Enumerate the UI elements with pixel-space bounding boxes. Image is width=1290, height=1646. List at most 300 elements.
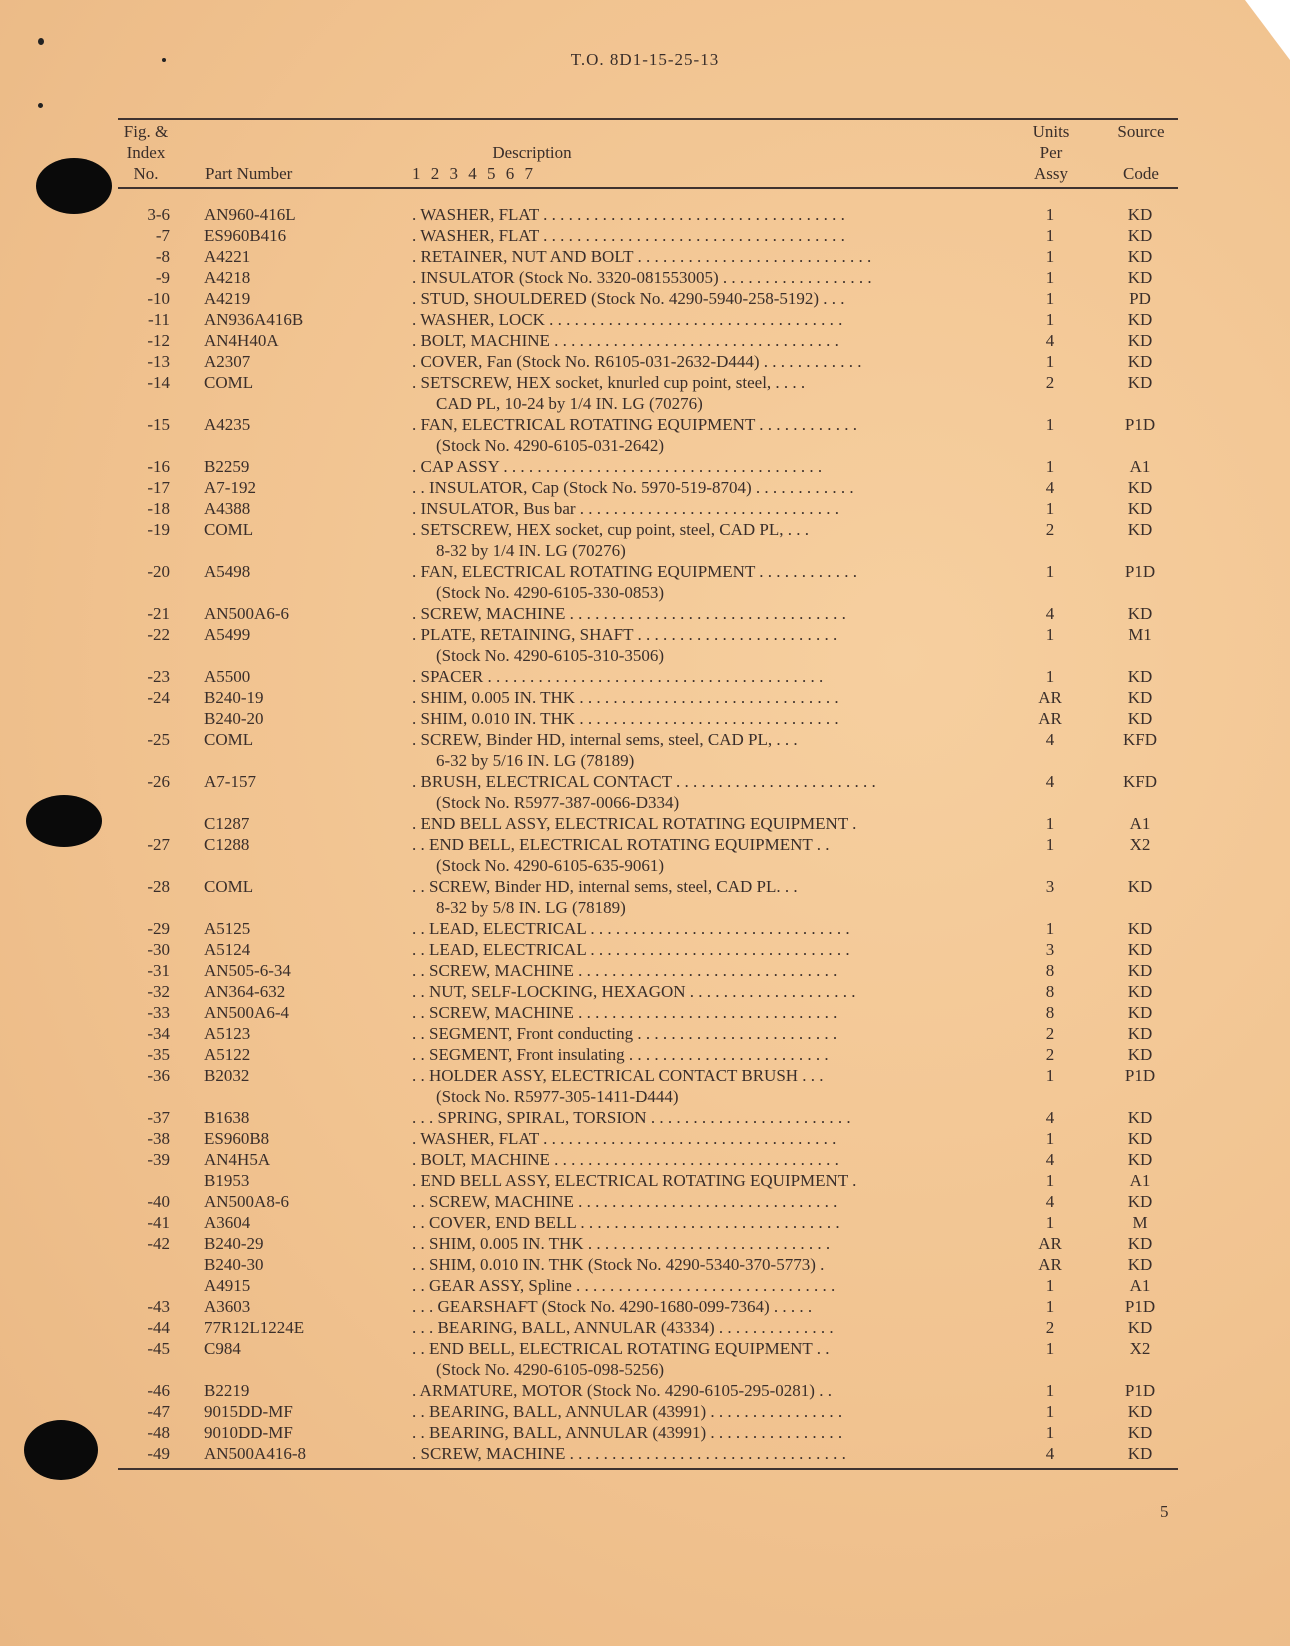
fig-index-cell: -25 bbox=[147, 730, 170, 749]
table-row bbox=[0, 1402, 1290, 1423]
units-per-assy-cell: 1 bbox=[1045, 562, 1055, 581]
part-number-cell: AN500A8-6 bbox=[204, 1192, 289, 1211]
table-row bbox=[0, 520, 1290, 541]
table-row bbox=[0, 814, 1290, 835]
source-code-cell: KD bbox=[1127, 1024, 1153, 1043]
part-number-cell: A3603 bbox=[204, 1297, 251, 1316]
source-code-cell: PD bbox=[1129, 289, 1151, 308]
description-cell: . FAN, ELECTRICAL ROTATING EQUIPMENT . . . . . . . . . . . . bbox=[412, 562, 858, 581]
source-code-cell: KD bbox=[1127, 247, 1153, 266]
part-number-cell: A5123 bbox=[204, 1024, 251, 1043]
part-number-cell: AN500A416-8 bbox=[204, 1444, 306, 1463]
part-number-cell: 9010DD-MF bbox=[204, 1423, 293, 1442]
description-cell: . WASHER, FLAT . . . . . . . . . . . . . . . . . . . . . . . . . . . . . . . . . . . bbox=[412, 1129, 837, 1148]
description-cell: . . COVER, END BELL . . . . . . . . . . . . . . . . . . . . . . . . . . . . . . . bbox=[412, 1213, 840, 1232]
table-row bbox=[0, 1318, 1290, 1339]
page-number: 5 bbox=[1160, 1502, 1169, 1521]
part-number-cell: A4221 bbox=[204, 247, 251, 266]
units-per-assy-cell: 1 bbox=[1045, 1339, 1055, 1358]
part-number-cell: B1638 bbox=[204, 1108, 250, 1127]
fig-index-cell: -15 bbox=[147, 415, 170, 434]
source-code-cell: P1D bbox=[1124, 562, 1156, 581]
source-code-cell: KD bbox=[1127, 1129, 1153, 1148]
source-code-cell: KD bbox=[1127, 1003, 1153, 1022]
source-code-cell: KD bbox=[1127, 373, 1153, 392]
description-cell: . PLATE, RETAINING, SHAFT . . . . . . . . . . . . . . . . . . . . . . . . bbox=[412, 625, 838, 644]
units-per-assy-cell: 2 bbox=[1045, 520, 1055, 539]
part-number-cell: COML bbox=[204, 730, 254, 749]
fig-index-cell: -36 bbox=[147, 1066, 170, 1085]
description-continuation: (Stock No. 4290-6105-098-5256) bbox=[436, 1360, 665, 1379]
source-code-cell: KD bbox=[1127, 1255, 1153, 1274]
part-number-cell: B240-30 bbox=[204, 1255, 264, 1274]
units-per-assy-cell: 1 bbox=[1045, 1129, 1055, 1148]
part-number-cell: A5500 bbox=[204, 667, 251, 686]
table-row bbox=[0, 1297, 1290, 1318]
fig-index-cell: -19 bbox=[147, 520, 170, 539]
part-number-cell: A5499 bbox=[204, 625, 251, 644]
units-per-assy-cell: 4 bbox=[1045, 1444, 1055, 1463]
part-number-cell: B240-29 bbox=[204, 1234, 264, 1253]
description-cell: . RETAINER, NUT AND BOLT . . . . . . . . . . . . . . . . . . . . . . . . . . . . bbox=[412, 247, 872, 266]
table-row bbox=[0, 1423, 1290, 1444]
table-row-continuation bbox=[0, 793, 1290, 814]
part-number-cell: C1288 bbox=[204, 835, 250, 854]
table-row bbox=[0, 982, 1290, 1003]
part-number-cell: COML bbox=[204, 520, 254, 539]
units-per-assy-cell: 1 bbox=[1045, 289, 1055, 308]
part-number-cell: B240-20 bbox=[204, 709, 264, 728]
table-row bbox=[0, 1171, 1290, 1192]
description-cell: . . SCREW, MACHINE . . . . . . . . . . . . . . . . . . . . . . . . . . . . . . . bbox=[412, 1192, 838, 1211]
table-row-continuation bbox=[0, 898, 1290, 919]
fig-index-cell: -16 bbox=[147, 457, 170, 476]
fig-index-cell: -33 bbox=[147, 1003, 170, 1022]
units-per-assy-cell: 1 bbox=[1045, 1171, 1055, 1190]
source-code-cell: KD bbox=[1127, 1108, 1153, 1127]
source-code-cell: P1D bbox=[1124, 1381, 1156, 1400]
table-row bbox=[0, 1213, 1290, 1234]
units-per-assy-cell: 4 bbox=[1045, 1150, 1055, 1169]
description-continuation: (Stock No. R5977-387-0066-D334) bbox=[436, 793, 680, 812]
description-cell: . SETSCREW, HEX socket, knurled cup point, steel, . . . . bbox=[412, 373, 806, 392]
table-row bbox=[0, 1045, 1290, 1066]
units-per-assy-cell: 8 bbox=[1045, 1003, 1055, 1022]
units-per-assy-cell: 2 bbox=[1045, 1318, 1055, 1337]
table-row-continuation bbox=[0, 583, 1290, 604]
part-number-cell: 9015DD-MF bbox=[204, 1402, 293, 1421]
header-part-number: Part Number bbox=[205, 164, 293, 183]
description-cell: . . LEAD, ELECTRICAL . . . . . . . . . . . . . . . . . . . . . . . . . . . . . . . bbox=[412, 940, 850, 959]
fig-index-cell: -23 bbox=[147, 667, 170, 686]
description-cell: . WASHER, FLAT . . . . . . . . . . . . . . . . . . . . . . . . . . . . . . . . . . . . bbox=[412, 205, 845, 224]
part-number-cell: B2219 bbox=[204, 1381, 250, 1400]
description-cell: . BOLT, MACHINE . . . . . . . . . . . . . . . . . . . . . . . . . . . . . . . . . . bbox=[412, 1150, 839, 1169]
table-row bbox=[0, 310, 1290, 331]
units-per-assy-cell: 2 bbox=[1045, 1045, 1055, 1064]
table-row bbox=[0, 667, 1290, 688]
description-cell: . . INSULATOR, Cap (Stock No. 5970-519-8704) . . . . . . . . . . . . bbox=[412, 478, 854, 497]
fig-index-cell: 3-6 bbox=[147, 205, 170, 224]
description-continuation: (Stock No. R5977-305-1411-D444) bbox=[436, 1087, 679, 1106]
table-row-continuation bbox=[0, 541, 1290, 562]
description-cell: . FAN, ELECTRICAL ROTATING EQUIPMENT . . . . . . . . . . . . bbox=[412, 415, 858, 434]
table-row bbox=[0, 1108, 1290, 1129]
units-per-assy-cell: 1 bbox=[1045, 457, 1055, 476]
description-cell: . SETSCREW, HEX socket, cup point, steel, CAD PL, . . . bbox=[412, 520, 809, 539]
source-code-cell: KFD bbox=[1122, 772, 1157, 791]
table-row bbox=[0, 415, 1290, 436]
fig-index-cell: -8 bbox=[155, 247, 170, 266]
source-code-cell: KD bbox=[1127, 205, 1153, 224]
table-row bbox=[0, 457, 1290, 478]
table-row-continuation bbox=[0, 436, 1290, 457]
fig-index-cell: -41 bbox=[147, 1213, 170, 1232]
description-continuation: 6-32 by 5/16 IN. LG (78189) bbox=[436, 751, 635, 770]
part-number-cell: A5125 bbox=[204, 919, 251, 938]
source-code-cell: KD bbox=[1127, 877, 1153, 896]
table-row bbox=[0, 1066, 1290, 1087]
units-per-assy-cell: 1 bbox=[1045, 499, 1055, 518]
units-per-assy-cell: 1 bbox=[1045, 1276, 1055, 1295]
description-cell: . . SEGMENT, Front conducting . . . . . . . . . . . . . . . . . . . . . . . . bbox=[412, 1024, 838, 1043]
part-number-cell: B240-19 bbox=[204, 688, 264, 707]
description-cell: . SHIM, 0.010 IN. THK . . . . . . . . . . . . . . . . . . . . . . . . . . . . . . . bbox=[412, 709, 839, 728]
units-per-assy-cell: 1 bbox=[1045, 1297, 1055, 1316]
part-number-cell: A4235 bbox=[204, 415, 251, 434]
source-code-cell: KD bbox=[1127, 310, 1153, 329]
part-number-cell: B2259 bbox=[204, 457, 250, 476]
units-per-assy-cell: 2 bbox=[1045, 373, 1055, 392]
units-per-assy-cell: 1 bbox=[1045, 1402, 1055, 1421]
table-row bbox=[0, 1339, 1290, 1360]
table-row bbox=[0, 604, 1290, 625]
description-cell: . STUD, SHOULDERED (Stock No. 4290-5940-258-5192) . . . bbox=[412, 289, 845, 308]
source-code-cell: M1 bbox=[1128, 625, 1152, 644]
table-row bbox=[0, 1024, 1290, 1045]
fig-index-cell: -26 bbox=[147, 772, 170, 791]
part-number-cell: AN364-632 bbox=[204, 982, 286, 1001]
units-per-assy-cell: 1 bbox=[1045, 625, 1055, 644]
part-number-cell: AN500A6-4 bbox=[204, 1003, 289, 1022]
part-number-cell: A3604 bbox=[204, 1213, 251, 1232]
description-cell: . . SCREW, MACHINE . . . . . . . . . . . . . . . . . . . . . . . . . . . . . . . bbox=[412, 961, 838, 980]
source-code-cell: KD bbox=[1127, 961, 1153, 980]
header-bottom-rule bbox=[118, 187, 1178, 189]
part-number-cell: AN505-6-34 bbox=[204, 961, 291, 980]
ink-speck bbox=[38, 103, 43, 108]
source-code-cell: KD bbox=[1127, 1423, 1153, 1442]
description-cell: . INSULATOR (Stock No. 3320-081553005) . . . . . . . . . . . . . . . . . . bbox=[412, 268, 872, 287]
units-per-assy-cell: AR bbox=[1038, 709, 1062, 728]
units-per-assy-cell: 3 bbox=[1045, 877, 1055, 896]
description-cell: . BRUSH, ELECTRICAL CONTACT . . . . . . . . . . . . . . . . . . . . . . . . bbox=[412, 772, 876, 791]
fig-index-cell: -22 bbox=[147, 625, 170, 644]
source-code-cell: KD bbox=[1127, 688, 1153, 707]
source-code-cell: A1 bbox=[1129, 814, 1151, 833]
fig-index-cell: -24 bbox=[147, 688, 170, 707]
table-row bbox=[0, 1150, 1290, 1171]
table-row bbox=[0, 562, 1290, 583]
part-number-cell: A5124 bbox=[204, 940, 251, 959]
table-row bbox=[0, 1444, 1290, 1465]
source-code-cell: X2 bbox=[1129, 835, 1151, 854]
table-row bbox=[0, 499, 1290, 520]
part-number-cell: B1953 bbox=[204, 1171, 250, 1190]
units-per-assy-cell: 1 bbox=[1045, 667, 1055, 686]
part-number-cell: 77R12L1224E bbox=[204, 1318, 305, 1337]
ink-speck bbox=[38, 38, 44, 45]
table-row bbox=[0, 1276, 1290, 1297]
description-cell: . . SCREW, Binder HD, internal sems, steel, CAD PL. . . bbox=[412, 877, 798, 896]
table-row-continuation bbox=[0, 1360, 1290, 1381]
source-code-cell: KD bbox=[1127, 604, 1153, 623]
part-number-cell: AN4H5A bbox=[204, 1150, 271, 1169]
units-per-assy-cell: 4 bbox=[1045, 772, 1055, 791]
description-cell: . END BELL ASSY, ELECTRICAL ROTATING EQUIPMENT . bbox=[412, 814, 857, 833]
fig-index-cell: -43 bbox=[147, 1297, 170, 1316]
header-top-rule bbox=[118, 118, 1178, 120]
fig-index-cell: -34 bbox=[147, 1024, 170, 1043]
units-per-assy-cell: AR bbox=[1038, 688, 1062, 707]
description-cell: . . . BEARING, BALL, ANNULAR (43334) . . . . . . . . . . . . . . bbox=[412, 1318, 834, 1337]
part-number-cell: A4388 bbox=[204, 499, 251, 518]
source-code-cell: KD bbox=[1127, 520, 1153, 539]
source-code-cell: KD bbox=[1127, 1318, 1153, 1337]
table-row-continuation bbox=[0, 1087, 1290, 1108]
fig-index-cell: -21 bbox=[147, 604, 170, 623]
description-cell: . SCREW, MACHINE . . . . . . . . . . . . . . . . . . . . . . . . . . . . . . . . . bbox=[412, 604, 846, 623]
table-row bbox=[0, 961, 1290, 982]
description-cell: . SCREW, Binder HD, internal sems, steel, CAD PL, . . . bbox=[412, 730, 798, 749]
units-per-assy-cell: 4 bbox=[1045, 478, 1055, 497]
units-per-assy-cell: 4 bbox=[1045, 331, 1055, 350]
description-cell: . . SHIM, 0.005 IN. THK . . . . . . . . . . . . . . . . . . . . . . . . . . . . . bbox=[412, 1234, 831, 1253]
table-row bbox=[0, 1003, 1290, 1024]
fig-index-cell: -13 bbox=[147, 352, 170, 371]
units-per-assy-cell: 1 bbox=[1045, 310, 1055, 329]
part-number-cell: A5498 bbox=[204, 562, 251, 581]
part-number-cell: AN936A416B bbox=[204, 310, 304, 329]
units-per-assy-cell: 4 bbox=[1045, 1192, 1055, 1211]
source-code-cell: KD bbox=[1127, 268, 1153, 287]
source-code-cell: KD bbox=[1127, 331, 1153, 350]
part-number-cell: A4915 bbox=[204, 1276, 251, 1295]
units-per-assy-cell: 4 bbox=[1045, 1108, 1055, 1127]
fig-index-cell: -46 bbox=[147, 1381, 170, 1400]
description-cell: . . GEAR ASSY, Spline . . . . . . . . . . . . . . . . . . . . . . . . . . . . . . . bbox=[412, 1276, 836, 1295]
fig-index-cell: -31 bbox=[147, 961, 170, 980]
description-continuation: 8-32 by 5/8 IN. LG (78189) bbox=[436, 898, 626, 917]
source-code-cell: KD bbox=[1127, 667, 1153, 686]
units-per-assy-cell: 2 bbox=[1045, 1024, 1055, 1043]
header-units-per-assy: Units Per Assy bbox=[1032, 122, 1070, 183]
fig-index-cell: -45 bbox=[147, 1339, 170, 1358]
units-per-assy-cell: 3 bbox=[1045, 940, 1055, 959]
description-cell: . . BEARING, BALL, ANNULAR (43991) . . . . . . . . . . . . . . . . bbox=[412, 1402, 843, 1421]
fig-index-cell: -12 bbox=[147, 331, 170, 350]
part-number-cell: A4219 bbox=[204, 289, 251, 308]
part-number-cell: A2307 bbox=[204, 352, 251, 371]
description-continuation: (Stock No. 4290-6105-310-3506) bbox=[436, 646, 665, 665]
table-row-continuation bbox=[0, 751, 1290, 772]
units-per-assy-cell: 1 bbox=[1045, 352, 1055, 371]
table-row bbox=[0, 226, 1290, 247]
units-per-assy-cell: 4 bbox=[1045, 730, 1055, 749]
fig-index-cell: -11 bbox=[147, 310, 170, 329]
source-code-cell: A1 bbox=[1129, 457, 1151, 476]
description-continuation: (Stock No. 4290-6105-031-2642) bbox=[436, 436, 665, 455]
units-per-assy-cell: 1 bbox=[1045, 1213, 1055, 1232]
table-row bbox=[0, 625, 1290, 646]
part-number-cell: AN4H40A bbox=[204, 331, 279, 350]
table-row bbox=[0, 1192, 1290, 1213]
description-cell: . BOLT, MACHINE . . . . . . . . . . . . . . . . . . . . . . . . . . . . . . . . . . bbox=[412, 331, 839, 350]
part-number-cell: A7-192 bbox=[204, 478, 256, 497]
table-row bbox=[0, 688, 1290, 709]
table-bottom-rule bbox=[118, 1468, 1178, 1470]
fig-index-cell: -35 bbox=[147, 1045, 170, 1064]
units-per-assy-cell: 8 bbox=[1045, 961, 1055, 980]
table-row-continuation bbox=[0, 394, 1290, 415]
fig-index-cell: -32 bbox=[147, 982, 170, 1001]
document-number: T.O. 8D1-15-25-13 bbox=[570, 50, 720, 69]
description-cell: . . NUT, SELF-LOCKING, HEXAGON . . . . . . . . . . . . . . . . . . . . bbox=[412, 982, 856, 1001]
units-per-assy-cell: AR bbox=[1038, 1234, 1062, 1253]
header-description: Description 1 2 3 4 5 6 7 bbox=[412, 143, 572, 183]
table-row bbox=[0, 919, 1290, 940]
part-number-cell: AN500A6-6 bbox=[204, 604, 289, 623]
part-number-cell: COML bbox=[204, 373, 254, 392]
units-per-assy-cell: 4 bbox=[1045, 604, 1055, 623]
fig-index-cell: -44 bbox=[147, 1318, 170, 1337]
part-number-cell: COML bbox=[204, 877, 254, 896]
source-code-cell: KD bbox=[1127, 226, 1153, 245]
units-per-assy-cell: 1 bbox=[1045, 205, 1055, 224]
units-per-assy-cell: 1 bbox=[1045, 226, 1055, 245]
units-per-assy-cell: 1 bbox=[1045, 268, 1055, 287]
source-code-cell: KD bbox=[1127, 1234, 1153, 1253]
parts-list bbox=[0, 205, 1290, 1465]
units-per-assy-cell: 1 bbox=[1045, 919, 1055, 938]
fig-index-cell: -42 bbox=[147, 1234, 170, 1253]
fig-index-cell: -30 bbox=[147, 940, 170, 959]
part-number-cell: C1287 bbox=[204, 814, 250, 833]
description-cell: . CAP ASSY . . . . . . . . . . . . . . . . . . . . . . . . . . . . . . . . . . . . . . bbox=[412, 457, 823, 476]
fig-index-cell: -37 bbox=[147, 1108, 170, 1127]
description-cell: . . END BELL, ELECTRICAL ROTATING EQUIPMENT . . bbox=[412, 835, 830, 854]
fig-index-cell: -20 bbox=[147, 562, 170, 581]
description-cell: . SHIM, 0.005 IN. THK . . . . . . . . . . . . . . . . . . . . . . . . . . . . . . . bbox=[412, 688, 839, 707]
description-cell: . SPACER . . . . . . . . . . . . . . . . . . . . . . . . . . . . . . . . . . . . . . . . bbox=[412, 667, 824, 686]
description-continuation: CAD PL, 10-24 by 1/4 IN. LG (70276) bbox=[436, 394, 703, 413]
source-code-cell: KD bbox=[1127, 709, 1153, 728]
source-code-cell: P1D bbox=[1124, 415, 1156, 434]
units-per-assy-cell: 1 bbox=[1045, 814, 1055, 833]
table-row-continuation bbox=[0, 646, 1290, 667]
table-row bbox=[0, 709, 1290, 730]
table-row bbox=[0, 352, 1290, 373]
source-code-cell: KD bbox=[1127, 940, 1153, 959]
fig-index-cell: -39 bbox=[147, 1150, 170, 1169]
fig-index-cell: -48 bbox=[147, 1423, 170, 1442]
fig-index-cell: -10 bbox=[147, 289, 170, 308]
description-cell: . . . GEARSHAFT (Stock No. 4290-1680-099-7364) . . . . . bbox=[412, 1297, 813, 1316]
units-per-assy-cell: 1 bbox=[1045, 835, 1055, 854]
source-code-cell: A1 bbox=[1129, 1276, 1151, 1295]
description-cell: . . END BELL, ELECTRICAL ROTATING EQUIPMENT . . bbox=[412, 1339, 830, 1358]
description-cell: . . SHIM, 0.010 IN. THK (Stock No. 4290-5340-370-5773) . bbox=[412, 1255, 825, 1274]
table-row bbox=[0, 1234, 1290, 1255]
units-per-assy-cell: 1 bbox=[1045, 247, 1055, 266]
description-cell: . WASHER, LOCK . . . . . . . . . . . . . . . . . . . . . . . . . . . . . . . . . . . bbox=[412, 310, 843, 329]
description-cell: . . LEAD, ELECTRICAL . . . . . . . . . . . . . . . . . . . . . . . . . . . . . . . bbox=[412, 919, 850, 938]
source-code-cell: A1 bbox=[1129, 1171, 1151, 1190]
fig-index-cell: -17 bbox=[147, 478, 170, 497]
description-cell: . END BELL ASSY, ELECTRICAL ROTATING EQUIPMENT . bbox=[412, 1171, 857, 1190]
table-row bbox=[0, 877, 1290, 898]
source-code-cell: KD bbox=[1127, 1402, 1153, 1421]
part-number-cell: ES960B8 bbox=[204, 1129, 270, 1148]
header-source-code: Source Code bbox=[1117, 122, 1165, 183]
units-per-assy-cell: 8 bbox=[1045, 982, 1055, 1001]
table-row bbox=[0, 268, 1290, 289]
part-number-cell: C984 bbox=[204, 1339, 241, 1358]
source-code-cell: KD bbox=[1127, 1192, 1153, 1211]
description-cell: . SCREW, MACHINE . . . . . . . . . . . . . . . . . . . . . . . . . . . . . . . . . bbox=[412, 1444, 846, 1463]
table-row bbox=[0, 247, 1290, 268]
units-per-assy-cell: 1 bbox=[1045, 1381, 1055, 1400]
units-per-assy-cell: 1 bbox=[1045, 1066, 1055, 1085]
table-row bbox=[0, 1255, 1290, 1276]
table-row bbox=[0, 331, 1290, 352]
table-row bbox=[0, 478, 1290, 499]
table-row bbox=[0, 835, 1290, 856]
fig-index-cell: -49 bbox=[147, 1444, 170, 1463]
description-cell: . . SCREW, MACHINE . . . . . . . . . . . . . . . . . . . . . . . . . . . . . . . bbox=[412, 1003, 838, 1022]
fig-index-cell: -29 bbox=[147, 919, 170, 938]
part-number-cell: A4218 bbox=[204, 268, 251, 287]
description-continuation: (Stock No. 4290-6105-635-9061) bbox=[436, 856, 665, 875]
table-row bbox=[0, 289, 1290, 310]
fig-index-cell: -27 bbox=[147, 835, 170, 854]
description-continuation: 8-32 by 1/4 IN. LG (70276) bbox=[436, 541, 626, 560]
source-code-cell: KD bbox=[1127, 1444, 1153, 1463]
table-row bbox=[0, 730, 1290, 751]
units-per-assy-cell: AR bbox=[1038, 1255, 1062, 1274]
fig-index-cell: -38 bbox=[147, 1129, 170, 1148]
source-code-cell: KD bbox=[1127, 478, 1153, 497]
fig-index-cell: -47 bbox=[147, 1402, 170, 1421]
description-cell: . ARMATURE, MOTOR (Stock No. 4290-6105-295-0281) . . bbox=[412, 1381, 832, 1400]
part-number-cell: A5122 bbox=[204, 1045, 251, 1064]
source-code-cell: KD bbox=[1127, 1150, 1153, 1169]
table-row bbox=[0, 772, 1290, 793]
description-cell: . WASHER, FLAT . . . . . . . . . . . . . . . . . . . . . . . . . . . . . . . . . . . . bbox=[412, 226, 845, 245]
fig-index-cell: -18 bbox=[147, 499, 170, 518]
description-cell: . . . SPRING, SPIRAL, TORSION . . . . . . . . . . . . . . . . . . . . . . . . bbox=[412, 1108, 851, 1127]
description-cell: . . HOLDER ASSY, ELECTRICAL CONTACT BRUSH . . . bbox=[412, 1066, 824, 1085]
table-row bbox=[0, 205, 1290, 226]
fig-index-cell: -7 bbox=[155, 226, 170, 245]
units-per-assy-cell: 1 bbox=[1045, 415, 1055, 434]
header-fig-index: Fig. & Index No. bbox=[123, 122, 169, 183]
fig-index-cell: -28 bbox=[147, 877, 170, 896]
part-number-cell: AN960-416L bbox=[204, 205, 296, 224]
source-code-cell: KD bbox=[1127, 499, 1153, 518]
source-code-cell: M bbox=[1132, 1213, 1148, 1232]
part-number-cell: B2032 bbox=[204, 1066, 250, 1085]
